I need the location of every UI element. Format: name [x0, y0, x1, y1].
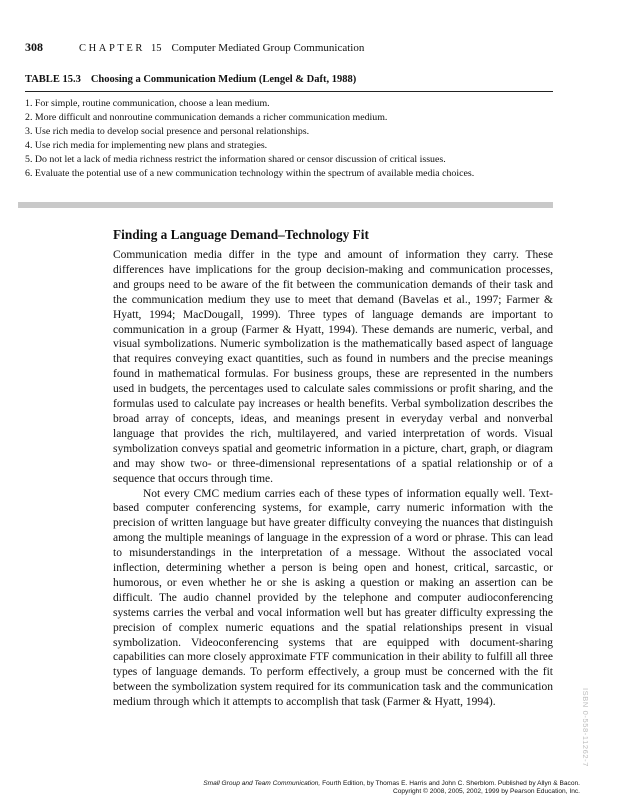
table-top-rule — [25, 91, 553, 92]
table-list — [25, 97, 553, 182]
table-bottom-rule — [18, 202, 553, 208]
table-item: 2. More difficult and nonroutine communication demands a richer communication medium. — [25, 112, 388, 124]
section-heading: Finding a Language Demand–Technology Fit — [113, 227, 369, 242]
footer-publication: Fourth Edition, by Thomas E. Harris and John C. Sherblom. Published by Allyn & Bacon. — [320, 780, 580, 787]
table-title: Choosing a Communication Medium (Lengel & Daft, 1988) — [90, 74, 357, 85]
chapter-number: 15 — [151, 43, 162, 54]
page-footer — [100, 780, 580, 797]
page-number: 308 — [25, 40, 43, 54]
table-item: 4. Use rich media for implementing new plans and strategies. — [25, 140, 268, 152]
chapter-label: CHAPTER — [79, 43, 146, 54]
footer-copyright: Copyright © 2008, 2005, 2002, 1999 by Pearson Education, Inc. — [392, 788, 580, 796]
table-item: 6. Evaluate the potential use of a new communication technology within the spectrum of available media choices. — [25, 168, 475, 180]
running-header — [25, 40, 585, 58]
side-isbn: ISBN 0-558-11262-7 — [581, 688, 590, 768]
table-number: TABLE 15.3 — [25, 74, 81, 85]
footer-book-title: Small Group and Team Communication, — [203, 780, 321, 787]
chapter-title: Computer Mediated Group Communication — [171, 42, 365, 54]
paragraph: Communication media differ in the type and amount of information they carry. These differences have implications for the group decision-making and communication processes, and groups need to be aware of the fit between the communication demands of their task and the communication medium they use to meet that demand (Bavelas et al., 1997; Farmer & Hyatt, 1994; MacDougall, 1999). Three types of language demands are important to communication in a group (Farmer & Hyatt, 1994). These demands are numeric, verbal, and visual symbolizations. Numeric symbolization is the mathematically based aspect of language that requires conveying exact quantities, such as found in numbers and the precise meanings found in mathematical formulas. For business groups, these are represented in the numbers used in budgets, the percentages used to calculate sales commissions or profit sharing, and the formulas used to calculate pay increases or health benefits. Verbal symbolization describes the broad array of concepts, ideas, and meanings present in everyday verbal and nonverbal language that provides the rich, multilayered, and varied interpretation of words. Visual symbolization conveys spatial and geometric information in a picture, chart, graph, or diagram and may show two- or three-dimensional representations of a spatial relationship or of a sequence that occurs through time. — [113, 249, 553, 485]
body-text — [113, 248, 553, 710]
table-item: 3. Use rich media to develop social presence and personal relationships. — [25, 126, 310, 138]
table-caption — [25, 74, 553, 85]
paragraph: Not every CMC medium carries each of these types of information equally well. Text-based computer conferencing systems, for example, carry numeric information with the precision of written language but have greater difficulty conveying the nuances that distinguish among the multiple meanings of language in the expression of a word or phrase. This can lead to misunderstandings in the interpretation of a message. Without the associated vocal inflection, determining whether a person is being open and honest, critical, sarcastic, or humorous, or even whether he or she is asking a question or making an assertion can be difficult. The audio channel provided by the telephone and computer audioconferencing systems carries the verbal and vocal information well but has greater difficulty expressing the precision of complex numeric equations and the spatial relationships present in visual symbolization. Videoconferencing systems that are equipped with document-sharing capabilities can more closely approximate FTF communication in their ability to fulfill all three types of language demands. To perform effectively, a group must be concerned with the fit between the symbolization system required for its communication task and the communication medium through which it attempts to accomplish that task (Farmer & Hyatt, 1994). — [113, 487, 553, 709]
table-item: 5. Do not let a lack of media richness restrict the information shared or censor discussion of critical issues. — [25, 154, 446, 166]
table-item: 1. For simple, routine communication, choose a lean medium. — [25, 98, 270, 109]
